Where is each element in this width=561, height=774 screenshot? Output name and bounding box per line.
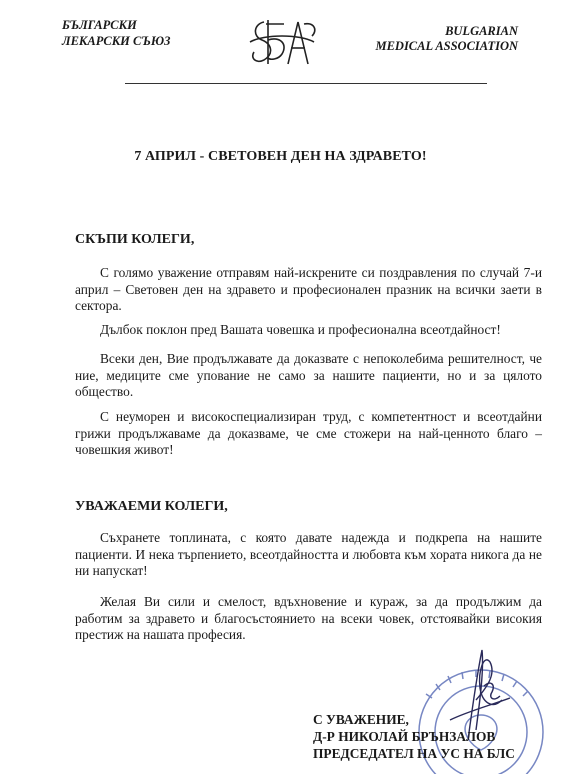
signatory-title: ПРЕДСЕДАТЕЛ НА УС НА БЛС [313,746,515,761]
closing-line: С УВАЖЕНИЕ, [313,712,409,727]
org-name-en-line1: BULGARIAN [445,24,518,38]
paragraph-6: Желая Ви сили и смелост, вдъхновение и кураж, за да продължим да работим за здравето и благосъстоянието на всеки човек, отстоявайки високия престиж на нашата професия. [75,594,542,642]
salutation-1: СКЪПИ КОЛЕГИ, [75,232,195,247]
org-name-bg-line2: ЛЕКАРСКИ СЪЮЗ [62,34,171,48]
header-right [375,24,518,54]
signatory-name: Д-Р НИКОЛАЙ БРЪНЗАЛОВ [313,729,496,744]
signature-block [313,711,515,762]
org-name-en-line2: MEDICAL ASSOCIATION [375,39,518,53]
paragraph-2: Дълбок поклон пред Вашата човешка и професионална всеотдайност! [100,322,501,337]
org-name-bg-line1: БЪЛГАРСКИ [62,18,137,32]
salutation-2: УВАЖАЕМИ КОЛЕГИ, [75,499,228,514]
bls-monogram-logo-icon [244,14,320,70]
letter-title: 7 АПРИЛ - СВЕТОВЕН ДЕН НА ЗДРАВЕТО! [134,149,427,164]
header-rule [125,83,487,84]
paragraph-4: С неуморен и високоспециализиран труд, с компетентност и всеотдайни грижи продължаваме да доказваме, че сме стожери на най-ценното благо – човешкия живот! [75,409,542,457]
paragraph-3: Всеки ден, Вие продължавате да доказвате с непоколебима решителност, че ние, медиците сме упование не само за нашите пациенти, но и за цялото общество. [75,351,542,399]
paragraph-1: С голямо уважение отправям най-искрените си поздравления по случай 7-и април – Световен ден на здравето и професионален празник на всички заети в сектора. [75,265,542,313]
header-left [62,17,170,49]
paragraph-5: Съхранете топлината, с която давате надежда и подкрепа на нашите пациенти. И нека търпението, всеотдайността и любовта към хората никога да не ни напускат! [75,530,542,578]
